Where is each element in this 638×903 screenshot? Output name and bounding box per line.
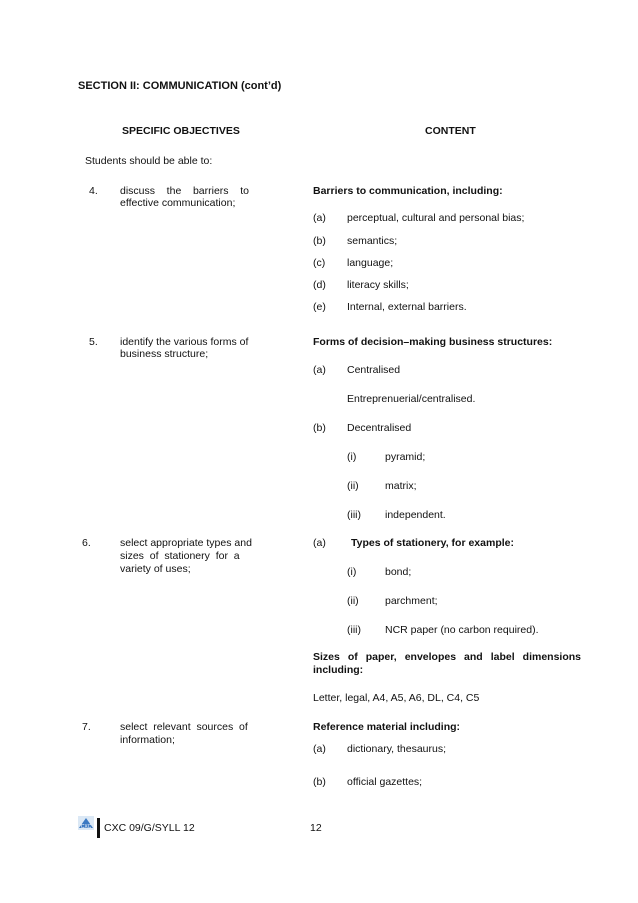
structure-b-text: Decentralised: [347, 422, 412, 434]
objective-6-line1: select appropriate types and: [120, 537, 252, 549]
intro-text: Students should be able to:: [85, 155, 213, 167]
objective-6-line3: variety of uses;: [120, 563, 191, 575]
barrier-e-label: (e): [313, 301, 326, 313]
barrier-e-text: Internal, external barriers.: [347, 301, 467, 313]
barrier-a-text: perceptual, cultural and personal bias;: [347, 212, 525, 224]
footer-code: CXC 09/G/SYLL 12: [104, 822, 195, 834]
objectives-header: SPECIFIC OBJECTIVES: [122, 125, 240, 137]
sizes-heading-line1: Sizes of paper, envelopes and label dimensions: [313, 651, 581, 663]
stationery-a-label: (a): [313, 537, 326, 549]
objective-7-line1: select relevant sources of: [120, 721, 248, 733]
structure-sub-i-label: (i): [347, 451, 357, 463]
reference-a-label: (a): [313, 743, 326, 755]
structure-sub-iii-label: (iii): [347, 509, 361, 521]
structures-heading: Forms of decision–making business structures:: [313, 336, 553, 348]
stationery-sub-iii-label: (iii): [347, 624, 361, 636]
objective-5-number: 5.: [89, 336, 98, 348]
structure-a-sub: Entreprenuerial/centralised.: [347, 393, 476, 405]
page-number: 12: [310, 822, 322, 834]
objective-5-line2: business structure;: [120, 348, 209, 360]
stationery-sub-ii-label: (ii): [347, 595, 359, 607]
reference-b-text: official gazettes;: [347, 776, 423, 788]
sizes-heading-line2: including:: [313, 664, 364, 676]
structure-sub-iii-text: independent.: [385, 509, 446, 521]
reference-b-label: (b): [313, 776, 326, 788]
structure-a-text: Centralised: [347, 364, 401, 376]
stationery-sub-i-text: bond;: [385, 566, 412, 578]
stationery-sub-ii-text: parchment;: [385, 595, 438, 607]
stationery-heading: Types of stationery, for example:: [351, 537, 514, 549]
objective-6-number: 6.: [82, 537, 91, 549]
section-title: SECTION II: COMMUNICATION (cont’d): [78, 80, 282, 92]
structure-sub-i-text: pyramid;: [385, 451, 426, 463]
objective-7-number: 7.: [82, 721, 91, 733]
barrier-b-text: semantics;: [347, 235, 398, 247]
content-header: CONTENT: [425, 125, 476, 137]
barrier-a-label: (a): [313, 212, 326, 224]
barrier-b-label: (b): [313, 235, 326, 247]
stationery-sub-iii-text: NCR paper (no carbon required).: [385, 624, 539, 636]
cxc-logo-icon: [78, 816, 94, 830]
objective-4-number: 4.: [89, 185, 98, 197]
objective-4-line2: effective communication;: [120, 197, 236, 209]
barrier-c-label: (c): [313, 257, 326, 269]
structure-a-label: (a): [313, 364, 326, 376]
reference-heading: Reference material including:: [313, 721, 461, 733]
structure-b-label: (b): [313, 422, 326, 434]
objective-4-line1: discuss the barriers to: [120, 185, 249, 197]
barrier-c-text: language;: [347, 257, 394, 269]
barrier-d-text: literacy skills;: [347, 279, 409, 291]
structure-sub-ii-text: matrix;: [385, 480, 417, 492]
footer-divider: [97, 818, 100, 838]
objective-7-line2: information;: [120, 734, 175, 746]
structure-sub-ii-label: (ii): [347, 480, 359, 492]
objective-6-line2: sizes of stationery for a: [120, 550, 240, 562]
cxc-logo-text: CXC: [80, 824, 92, 830]
sizes-list: Letter, legal, A4, A5, A6, DL, C4, C5: [313, 692, 480, 704]
stationery-sub-i-label: (i): [347, 566, 357, 578]
barrier-d-label: (d): [313, 279, 326, 291]
barriers-heading: Barriers to communication, including:: [313, 185, 503, 197]
objective-5-line1: identify the various forms of: [120, 336, 249, 348]
reference-a-text: dictionary, thesaurus;: [347, 743, 447, 755]
